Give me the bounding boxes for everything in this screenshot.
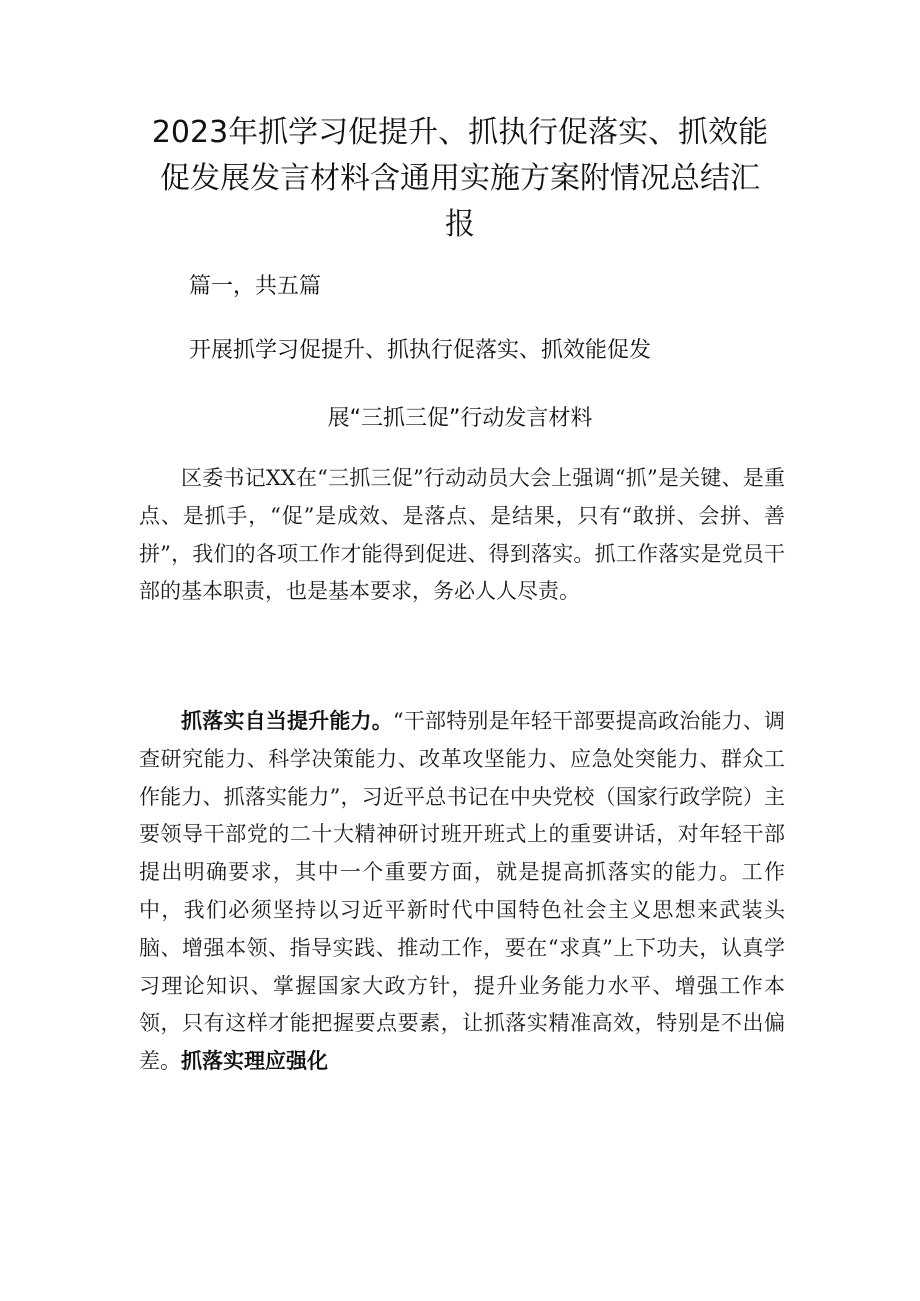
paragraph-body: “干部特别是年轻干部要提高政治能力、调查研究能力、科学决策能力、改革攻坚能力、应急处突能力、群众工作能力、抓落实能力”，习近平总书记在中央党校（国家行政学院）主要领导干部党的二十大精神研讨班开班式上的重要讲话，对年轻干部提出明确要求，其中一个重要方面，就是提高抓落实的能力。工作中，我们必须坚持以习近平新时代中国特色社会主义思想来武装头脑、增强本领、指导实践、推动工作，要在“求真”上下功夫，认真学习理论知识、掌握国家大政方针，提升业务能力水平、增强工作本领，只有这样才能把握要点要素，让抓落实精准高效，特别是不出偏差。 <box>139 709 786 1074</box>
paragraph-lead-heading: 抓落实自当提升能力。 <box>181 709 393 733</box>
subtitle-line-1: 开展抓学习促提升、抓执行促落实、抓效能促发 <box>189 338 652 363</box>
document-title: 2023年抓学习促提升、抓执行促落实、抓效能促发展发言材料含通用实施方案附情况总结汇报 <box>151 115 769 242</box>
paragraph-intro: 区委书记XX在“三抓三促”行动动员大会上强调“抓”是关键、是重点、是抓手，“促”是成效、是落点、是结果，只有“敢拼、会拼、善拼”，我们的各项工作才能得到促进、得到落实。抓工作落实是党员干部的基本职责，也是基本要求，务必人人尽责。 <box>139 466 785 604</box>
paragraph-ability <box>139 703 785 1081</box>
section-label: 篇一，共五篇 <box>189 274 322 299</box>
next-heading-fragment: 抓落实理应强化 <box>181 1049 328 1074</box>
subtitle-line-2: 展“三抓三促”行动发言材料 <box>327 406 593 431</box>
